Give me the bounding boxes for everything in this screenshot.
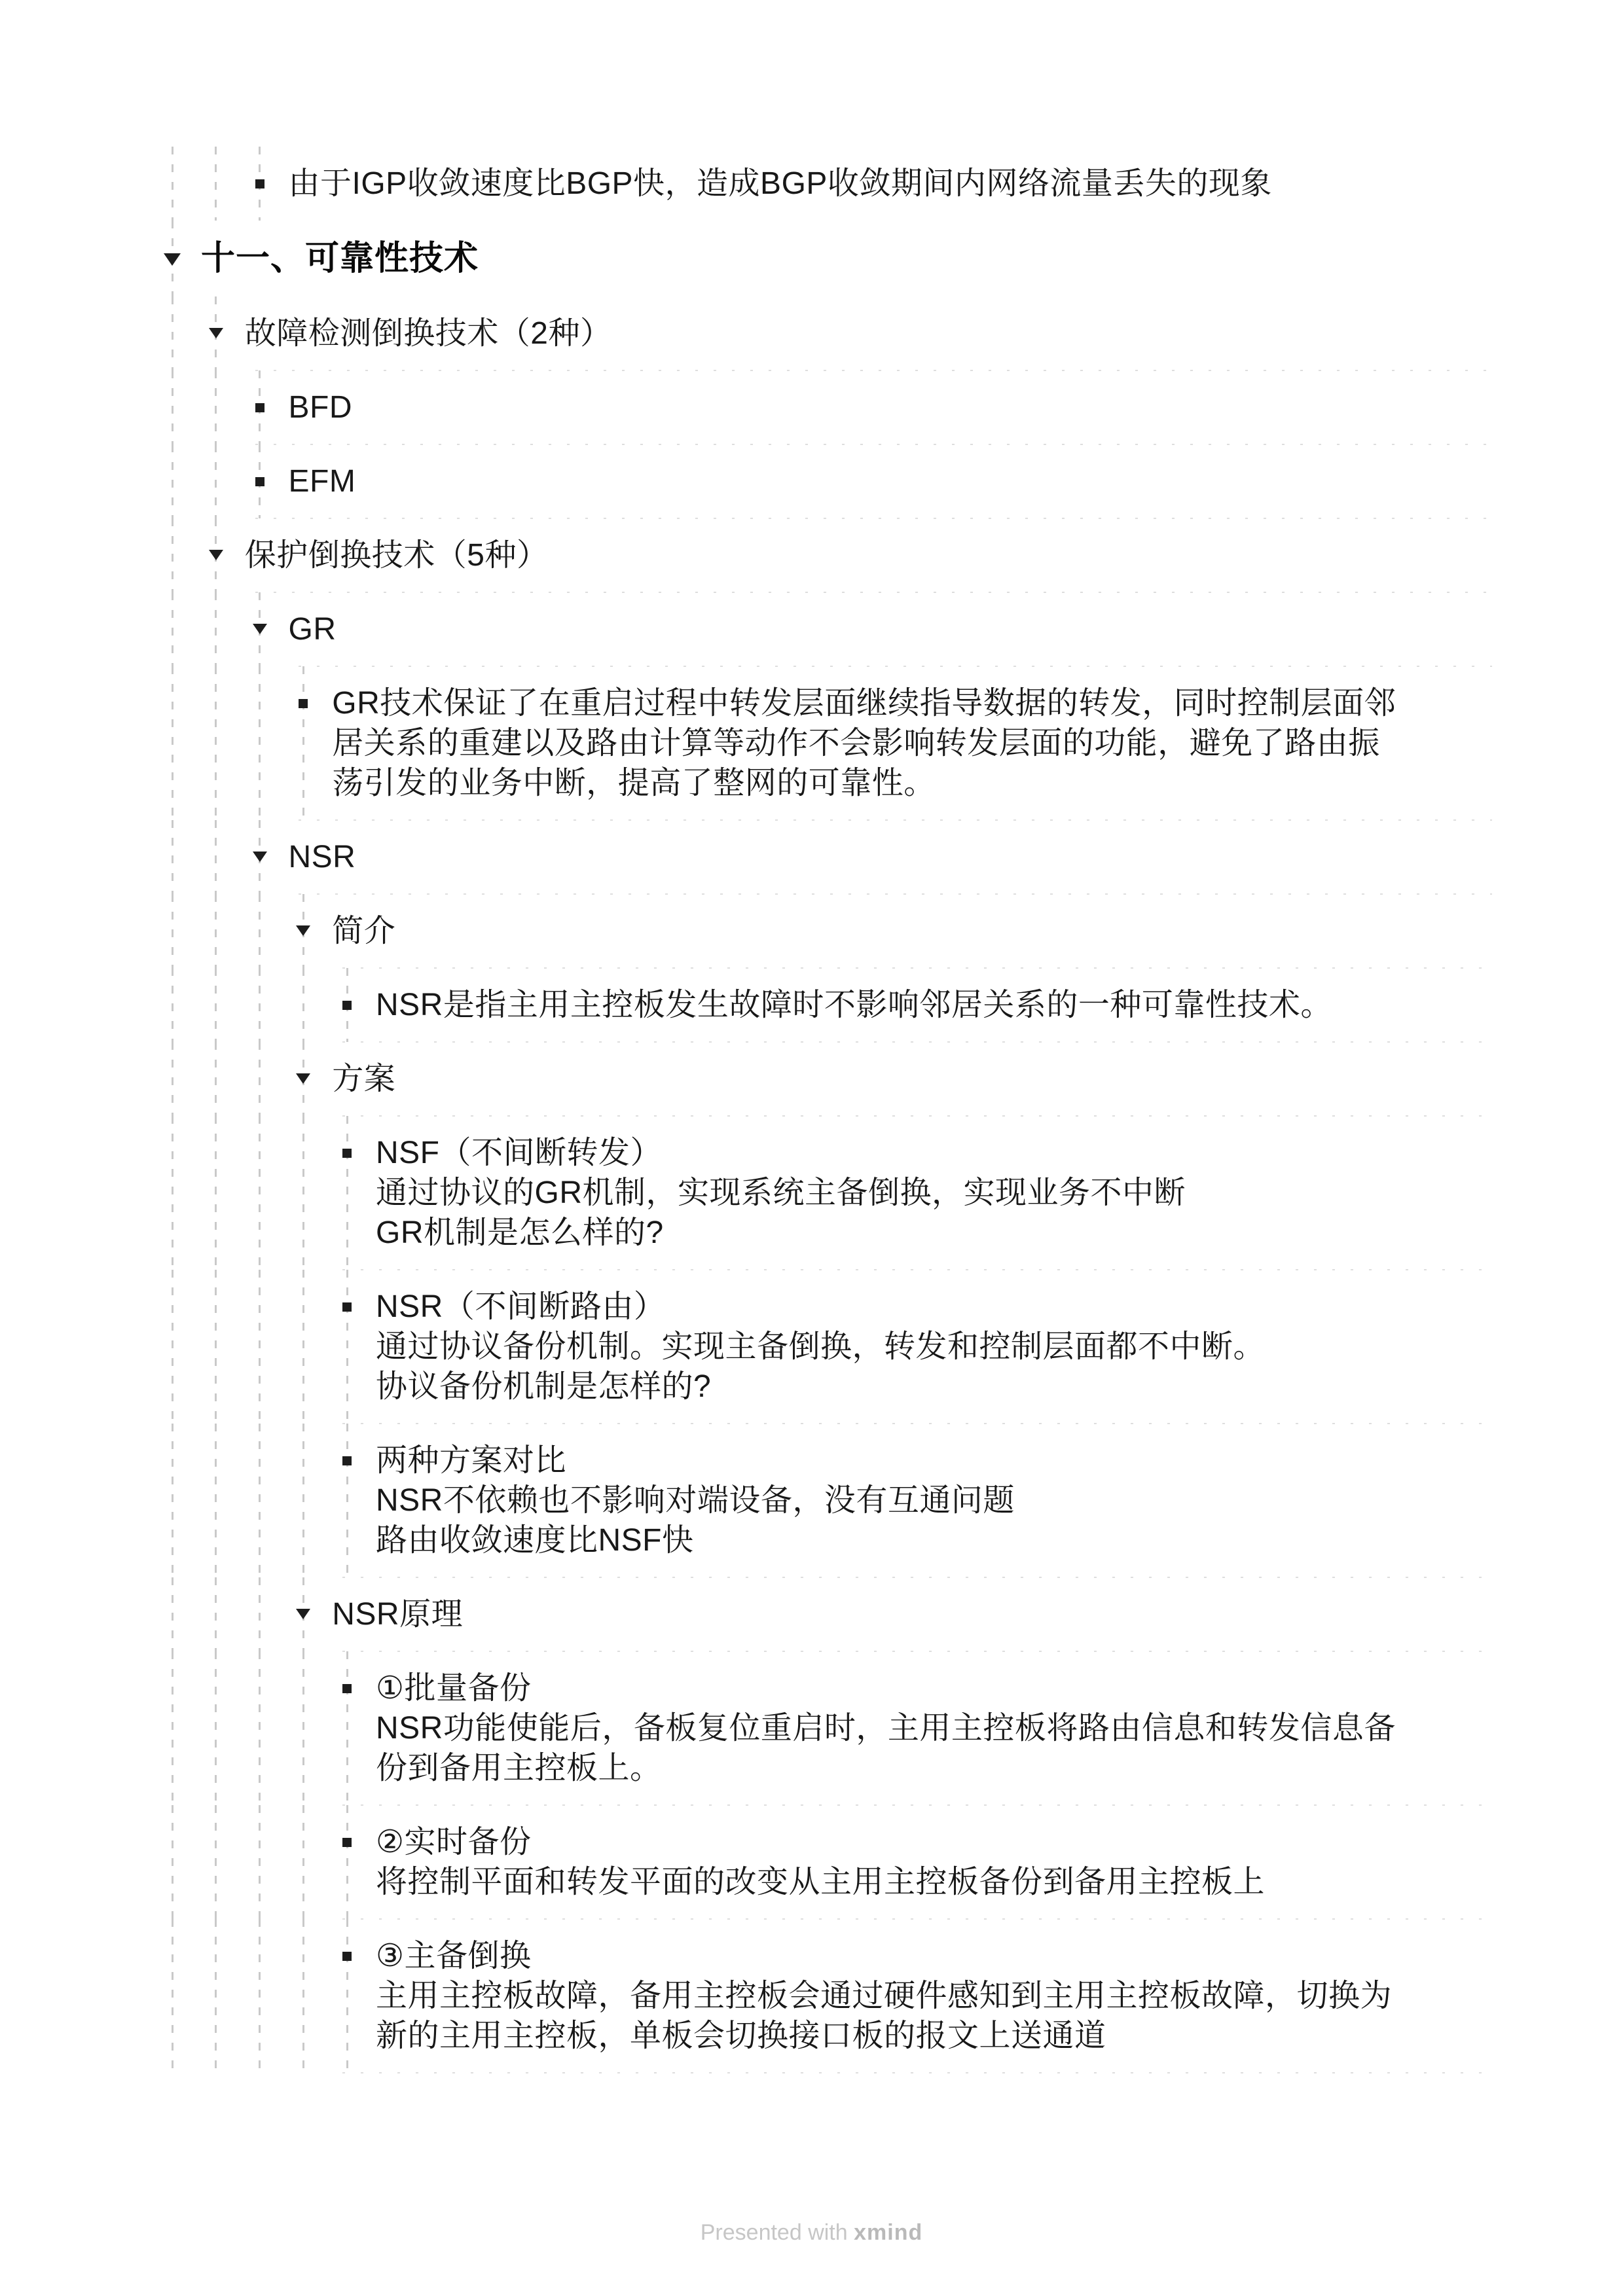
row-separator-line bbox=[342, 1041, 1492, 1043]
topic-line: 故障检测倒换技术（2种） bbox=[244, 316, 612, 351]
topic-line: GR机制是怎么样的? bbox=[376, 1215, 664, 1250]
topic-line: ②实时备份 bbox=[376, 1825, 532, 1859]
topic-line: 份到备用主控板上。 bbox=[376, 1751, 662, 1785]
indent-guide-line bbox=[215, 1651, 217, 1805]
topic-line: ③主备倒换 bbox=[376, 1939, 532, 1973]
row-separator-line bbox=[342, 1269, 1492, 1270]
indent-guide-line bbox=[302, 1424, 304, 1577]
bullet-icon bbox=[255, 179, 264, 188]
indent-guide-line bbox=[172, 518, 173, 592]
indent-guide-line bbox=[215, 1424, 217, 1577]
row-separator-line bbox=[342, 1651, 1492, 1652]
topic-line: 协议备份机制是怎样的? bbox=[376, 1369, 712, 1404]
indent-guide-line bbox=[215, 820, 217, 894]
outline-row bbox=[0, 1822, 1623, 1902]
bullet-icon bbox=[255, 403, 264, 412]
indent-guide-line bbox=[346, 1116, 348, 1270]
row-separator-line bbox=[255, 444, 1493, 445]
indent-guide-line bbox=[172, 894, 173, 968]
bullet-icon bbox=[342, 1149, 352, 1158]
outline-row bbox=[0, 1441, 1623, 1560]
indent-guide-line bbox=[302, 666, 304, 820]
outline-row bbox=[0, 1594, 1623, 1634]
topic-line: 两种方案对比 bbox=[376, 1443, 567, 1478]
indent-guide-line bbox=[259, 1270, 261, 1424]
indent-guide-line bbox=[259, 1116, 261, 1270]
row-separator-line bbox=[255, 518, 1493, 519]
topic-line: GR bbox=[288, 612, 337, 647]
collapse-arrow-icon[interactable] bbox=[296, 1073, 310, 1084]
outline-row bbox=[0, 985, 1623, 1025]
indent-guide-line bbox=[172, 666, 173, 820]
indent-guide-line bbox=[259, 894, 261, 968]
topic-line: 将控制平面和转发平面的改变从主用主控板备份到备用主控板上 bbox=[376, 1865, 1266, 1899]
indent-guide-line bbox=[172, 1042, 173, 1116]
row-separator-line bbox=[342, 1804, 1492, 1806]
collapse-arrow-icon[interactable] bbox=[253, 624, 267, 634]
topic-line: 居关系的重建以及路由计算等动作不会影响转发层面的功能，避免了路由振 bbox=[332, 726, 1380, 761]
topic-line: 通过协议的GR机制，实现系统主备倒换，实现业务不中断 bbox=[376, 1175, 1186, 1210]
indent-guide-line bbox=[172, 1651, 173, 1805]
indent-guide-line bbox=[346, 1919, 348, 2073]
indent-guide-line bbox=[259, 1424, 261, 1577]
outline-row bbox=[0, 164, 1623, 204]
row-separator-line bbox=[299, 893, 1492, 895]
topic-line: 保护倒换技术（5种） bbox=[244, 538, 549, 573]
bullet-icon bbox=[342, 1838, 352, 1847]
indent-guide-line bbox=[215, 1577, 217, 1651]
bullet-icon bbox=[342, 1456, 352, 1465]
row-separator-line bbox=[255, 592, 1493, 593]
row-separator-line bbox=[342, 1115, 1492, 1117]
bullet-icon bbox=[342, 1952, 352, 1961]
topic-line: 路由收敛速度比NSF快 bbox=[376, 1523, 694, 1558]
row-separator-line bbox=[342, 1423, 1492, 1424]
outline-row bbox=[0, 609, 1623, 649]
indent-guide-line bbox=[259, 1919, 261, 2073]
footer-text: Presented with bbox=[700, 2220, 854, 2245]
indent-guide-line bbox=[172, 968, 173, 1042]
xmind-brand: xmind bbox=[854, 2220, 923, 2245]
row-separator-line bbox=[342, 2072, 1492, 2073]
indent-guide-line bbox=[172, 592, 173, 666]
row-separator-line bbox=[342, 967, 1492, 969]
topic-line: 新的主用主控板，单板会切换接口板的报文上送通道 bbox=[376, 2018, 1106, 2053]
outline-row bbox=[0, 314, 1623, 353]
collapse-arrow-icon[interactable] bbox=[209, 328, 223, 338]
indent-guide-line bbox=[302, 968, 304, 1042]
indent-guide-line bbox=[215, 1042, 217, 1116]
outline-row bbox=[0, 238, 1623, 279]
indent-guide-line bbox=[215, 1270, 217, 1424]
outline-row bbox=[0, 1287, 1623, 1407]
indent-guide-line bbox=[172, 1424, 173, 1577]
outline-row bbox=[0, 1936, 1623, 2056]
topic-line: 通过协议备份机制。实现主备倒换，转发和控制层面都不中断。 bbox=[376, 1329, 1266, 1364]
footer bbox=[0, 2220, 1623, 2246]
topic-line: 由于IGP收敛速度比BGP快，造成BGP收敛期间内网络流量丢失的现象 bbox=[288, 166, 1272, 201]
topic-line: NSR是指主用主控板发生故障时不影响邻居关系的一种可靠性技术。 bbox=[376, 988, 1332, 1022]
indent-guide-line bbox=[172, 820, 173, 894]
outline-row bbox=[0, 683, 1623, 803]
indent-guide-line bbox=[172, 1919, 173, 2073]
indent-guide-line bbox=[215, 666, 217, 820]
topic-line: NSR原理 bbox=[332, 1597, 464, 1632]
indent-guide-line bbox=[259, 1651, 261, 1805]
indent-guide-line bbox=[172, 1270, 173, 1424]
indent-guide-line bbox=[215, 968, 217, 1042]
indent-guide-line bbox=[215, 592, 217, 666]
topic-line: NSF（不间断转发） bbox=[376, 1136, 663, 1170]
outline-row bbox=[0, 1133, 1623, 1253]
outline-row bbox=[0, 387, 1623, 427]
topic-line: GR技术保证了在重启过程中转发层面继续指导数据的转发，同时控制层面邻 bbox=[332, 686, 1396, 721]
indent-guide-line bbox=[346, 1805, 348, 1919]
indent-guide-line bbox=[259, 1042, 261, 1116]
indent-guide-line bbox=[172, 296, 173, 370]
indent-guide-line bbox=[302, 1805, 304, 1919]
indent-guide-line bbox=[215, 444, 217, 518]
outline-row bbox=[0, 1668, 1623, 1788]
topic-line: BFD bbox=[288, 390, 352, 425]
indent-guide-line bbox=[172, 1116, 173, 1270]
outline-row bbox=[0, 1059, 1623, 1099]
topic-line: 方案 bbox=[332, 1062, 396, 1096]
indent-guide-line bbox=[346, 1651, 348, 1805]
row-separator-line bbox=[299, 666, 1492, 667]
topic-line: ①批量备份 bbox=[376, 1671, 532, 1706]
bullet-icon bbox=[299, 699, 308, 708]
indent-guide-line bbox=[172, 1805, 173, 1919]
outline-row bbox=[0, 461, 1623, 501]
outline-row bbox=[0, 535, 1623, 575]
bullet-icon bbox=[342, 1001, 352, 1010]
indent-guide-line bbox=[302, 1270, 304, 1424]
indent-guide-line bbox=[215, 1116, 217, 1270]
collapse-arrow-icon[interactable] bbox=[296, 1609, 310, 1619]
topic-line: NSR功能使能后，备板复位重启时，主用主控板将路由信息和转发信息备 bbox=[376, 1711, 1396, 1746]
indent-guide-line bbox=[259, 968, 261, 1042]
indent-guide-line bbox=[215, 1805, 217, 1919]
indent-guide-line bbox=[172, 1577, 173, 1651]
row-separator-line bbox=[299, 819, 1492, 821]
row-separator-line bbox=[342, 1918, 1492, 1920]
section-title: 十一、可靠性技术 bbox=[201, 240, 479, 278]
topic-line: 荡引发的业务中断，提高了整网的可靠性。 bbox=[332, 766, 936, 800]
topic-line: 简介 bbox=[332, 914, 396, 948]
collapse-arrow-icon[interactable] bbox=[253, 852, 267, 862]
indent-guide-line bbox=[259, 1805, 261, 1919]
topic-line: NSR（不间断路由） bbox=[376, 1289, 666, 1324]
indent-guide-line bbox=[172, 370, 173, 444]
row-separator-line bbox=[342, 1577, 1492, 1578]
indent-guide-line bbox=[302, 1116, 304, 1270]
topic-line: NSR不依赖也不影响对端设备，没有互通问题 bbox=[376, 1483, 1015, 1518]
indent-guide-line bbox=[346, 1270, 348, 1424]
bullet-icon bbox=[342, 1302, 352, 1312]
indent-guide-line bbox=[215, 147, 217, 221]
indent-guide-line bbox=[346, 1424, 348, 1577]
indent-guide-line bbox=[215, 894, 217, 968]
collapse-arrow-icon[interactable] bbox=[296, 925, 310, 936]
topic-line: NSR bbox=[288, 840, 356, 874]
topic-line: EFM bbox=[288, 464, 356, 499]
indent-guide-line bbox=[259, 1577, 261, 1651]
outline-row bbox=[0, 837, 1623, 877]
indent-guide-line bbox=[215, 1919, 217, 2073]
row-separator-line bbox=[255, 370, 1493, 371]
indent-guide-line bbox=[302, 1919, 304, 2073]
indent-guide-line bbox=[259, 666, 261, 820]
indent-guide-line bbox=[302, 1651, 304, 1805]
bullet-icon bbox=[255, 477, 264, 486]
collapse-arrow-icon[interactable] bbox=[164, 253, 181, 266]
topic-line: 主用主控板故障，备用主控板会通过硬件感知到主用主控板故障，切换为 bbox=[376, 1979, 1393, 2013]
indent-guide-line bbox=[172, 444, 173, 518]
bullet-icon bbox=[342, 1684, 352, 1693]
collapse-arrow-icon[interactable] bbox=[209, 550, 223, 560]
indent-guide-line bbox=[215, 370, 217, 444]
outline-row bbox=[0, 911, 1623, 951]
indent-guide-line bbox=[172, 147, 173, 221]
